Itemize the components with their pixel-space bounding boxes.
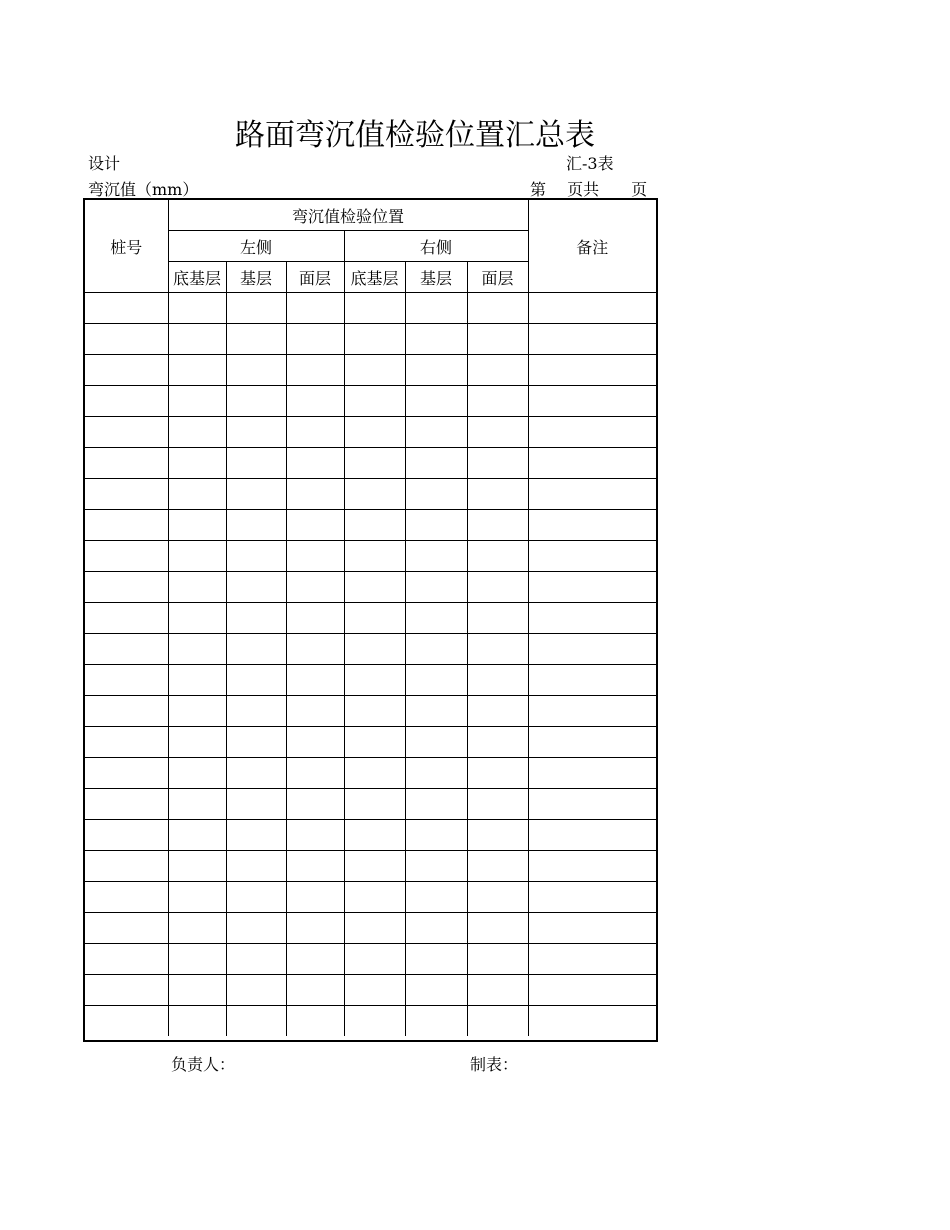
table-cell[interactable] xyxy=(467,417,528,448)
table-row xyxy=(85,851,656,882)
table-cell[interactable] xyxy=(168,758,226,789)
table-cell[interactable] xyxy=(467,479,528,510)
table-cell[interactable] xyxy=(286,851,344,882)
table-cell[interactable] xyxy=(467,944,528,975)
header-right-side: 右侧 xyxy=(344,231,528,262)
table-cell[interactable] xyxy=(405,634,467,665)
table-cell[interactable] xyxy=(467,727,528,758)
table-cell[interactable] xyxy=(405,975,467,1006)
table-cell[interactable] xyxy=(85,696,168,727)
table-cell[interactable] xyxy=(405,355,467,386)
table-cell[interactable] xyxy=(528,572,656,603)
table-cell[interactable] xyxy=(528,1006,656,1037)
table-cell[interactable] xyxy=(286,727,344,758)
table-cell[interactable] xyxy=(286,1006,344,1037)
table-cell[interactable] xyxy=(226,386,286,417)
table-cell[interactable] xyxy=(528,479,656,510)
table-cell[interactable] xyxy=(286,448,344,479)
table-cell[interactable] xyxy=(85,603,168,634)
table-cell[interactable] xyxy=(168,851,226,882)
table-cell[interactable] xyxy=(226,510,286,541)
table-cell[interactable] xyxy=(528,944,656,975)
table-cell[interactable] xyxy=(286,634,344,665)
unit-label: 弯沉值（mm） xyxy=(88,180,199,199)
header-left-surface: 面层 xyxy=(286,262,344,293)
table-cell[interactable] xyxy=(286,510,344,541)
table-cell[interactable] xyxy=(528,293,656,324)
table-cell[interactable] xyxy=(467,1006,528,1037)
table-cell[interactable] xyxy=(286,541,344,572)
table-cell[interactable] xyxy=(286,789,344,820)
table-cell[interactable] xyxy=(467,882,528,913)
table-cell[interactable] xyxy=(528,324,656,355)
table-cell[interactable] xyxy=(226,603,286,634)
table-cell[interactable] xyxy=(85,479,168,510)
table-cell[interactable] xyxy=(467,293,528,324)
table-cell[interactable] xyxy=(467,324,528,355)
table-row xyxy=(85,355,656,386)
table-cell[interactable] xyxy=(85,882,168,913)
table-cell[interactable] xyxy=(85,541,168,572)
table-cell[interactable] xyxy=(168,572,226,603)
table-cell[interactable] xyxy=(168,975,226,1006)
table-cell[interactable] xyxy=(344,882,405,913)
table-cell[interactable] xyxy=(226,727,286,758)
table-row xyxy=(85,1006,656,1037)
header-left-subbase: 底基层 xyxy=(168,262,226,293)
table-cell[interactable] xyxy=(344,448,405,479)
table-cell[interactable] xyxy=(168,727,226,758)
table-cell[interactable] xyxy=(344,1006,405,1037)
table-cell[interactable] xyxy=(226,572,286,603)
table-cell[interactable] xyxy=(85,634,168,665)
table-cell[interactable] xyxy=(226,479,286,510)
table-cell[interactable] xyxy=(467,510,528,541)
table-cell[interactable] xyxy=(405,665,467,696)
table-cell[interactable] xyxy=(344,603,405,634)
table-cell[interactable] xyxy=(467,975,528,1006)
table-cell[interactable] xyxy=(344,572,405,603)
table-row xyxy=(85,975,656,1006)
table-cell[interactable] xyxy=(85,727,168,758)
table-cell[interactable] xyxy=(405,1006,467,1037)
page-info: 第 页共 页 xyxy=(530,180,648,199)
table-cell[interactable] xyxy=(286,572,344,603)
table-cell[interactable] xyxy=(405,448,467,479)
table-row xyxy=(85,541,656,572)
table-cell[interactable] xyxy=(467,696,528,727)
table-cell[interactable] xyxy=(85,572,168,603)
table-cell[interactable] xyxy=(528,727,656,758)
table-cell[interactable] xyxy=(85,324,168,355)
form-code: 汇-3表 xyxy=(566,154,614,173)
header-remarks: 备注 xyxy=(528,200,656,293)
table-cell[interactable] xyxy=(344,293,405,324)
table-row xyxy=(85,665,656,696)
page-title: 路面弯沉值检验位置汇总表 xyxy=(235,118,595,153)
table-cell[interactable] xyxy=(344,758,405,789)
table-cell[interactable] xyxy=(528,851,656,882)
table-cell[interactable] xyxy=(528,386,656,417)
table-cell[interactable] xyxy=(344,510,405,541)
table-cell[interactable] xyxy=(528,789,656,820)
table-cell[interactable] xyxy=(344,975,405,1006)
table-cell[interactable] xyxy=(286,975,344,1006)
table-row xyxy=(85,944,656,975)
table-cell[interactable] xyxy=(85,758,168,789)
table-row xyxy=(85,324,656,355)
header-right-surface: 面层 xyxy=(467,262,528,293)
table-cell[interactable] xyxy=(85,510,168,541)
table-cell[interactable] xyxy=(168,789,226,820)
table-row xyxy=(85,417,656,448)
table-cell[interactable] xyxy=(286,696,344,727)
table-row xyxy=(85,913,656,944)
header-right-subbase: 底基层 xyxy=(344,262,405,293)
table-cell[interactable] xyxy=(344,851,405,882)
table-cell[interactable] xyxy=(85,1006,168,1037)
table-cell[interactable] xyxy=(85,448,168,479)
table-cell[interactable] xyxy=(344,634,405,665)
table-cell[interactable] xyxy=(528,696,656,727)
table-cell[interactable] xyxy=(168,386,226,417)
table-cell[interactable] xyxy=(344,324,405,355)
table-cell[interactable] xyxy=(528,417,656,448)
table-cell[interactable] xyxy=(405,696,467,727)
design-label: 设计 xyxy=(88,154,121,173)
table-cell[interactable] xyxy=(344,355,405,386)
table-cell[interactable] xyxy=(405,603,467,634)
table-cell[interactable] xyxy=(226,758,286,789)
table-cell[interactable] xyxy=(226,665,286,696)
table-cell[interactable] xyxy=(467,789,528,820)
table-cell[interactable] xyxy=(226,1006,286,1037)
table-cell[interactable] xyxy=(226,541,286,572)
table-row xyxy=(85,572,656,603)
table-cell[interactable] xyxy=(405,541,467,572)
table-cell[interactable] xyxy=(528,882,656,913)
table-row xyxy=(85,882,656,913)
table-cell[interactable] xyxy=(528,634,656,665)
table-row xyxy=(85,479,656,510)
table-row xyxy=(85,789,656,820)
table-row xyxy=(85,603,656,634)
table-cell[interactable] xyxy=(344,665,405,696)
table-cell[interactable] xyxy=(528,758,656,789)
table-cell[interactable] xyxy=(286,758,344,789)
table-cell[interactable] xyxy=(405,944,467,975)
table-cell[interactable] xyxy=(467,386,528,417)
table-cell[interactable] xyxy=(85,417,168,448)
table-cell[interactable] xyxy=(168,634,226,665)
table-cell[interactable] xyxy=(168,417,226,448)
table-cell[interactable] xyxy=(405,851,467,882)
table-cell[interactable] xyxy=(405,293,467,324)
table-cell[interactable] xyxy=(344,386,405,417)
header-station: 桩号 xyxy=(85,200,168,293)
table-cell[interactable] xyxy=(286,324,344,355)
table-cell[interactable] xyxy=(405,727,467,758)
table-cell[interactable] xyxy=(405,572,467,603)
deflection-table xyxy=(85,200,656,1036)
table-cell[interactable] xyxy=(344,696,405,727)
table-cell[interactable] xyxy=(467,820,528,851)
table-cell[interactable] xyxy=(226,975,286,1006)
table-cell[interactable] xyxy=(344,727,405,758)
table-cell[interactable] xyxy=(344,913,405,944)
table-cell[interactable] xyxy=(85,975,168,1006)
table-cell[interactable] xyxy=(467,758,528,789)
table-cell[interactable] xyxy=(286,355,344,386)
table-cell[interactable] xyxy=(286,293,344,324)
table-cell[interactable] xyxy=(226,696,286,727)
table-cell[interactable] xyxy=(467,572,528,603)
table-cell[interactable] xyxy=(467,541,528,572)
table-cell[interactable] xyxy=(226,634,286,665)
table-cell[interactable] xyxy=(85,944,168,975)
table-cell[interactable] xyxy=(344,789,405,820)
table-cell[interactable] xyxy=(405,913,467,944)
table-row xyxy=(85,386,656,417)
table-row xyxy=(85,634,656,665)
table-cell[interactable] xyxy=(85,355,168,386)
table-cell[interactable] xyxy=(168,696,226,727)
table-cell[interactable] xyxy=(226,820,286,851)
table-cell[interactable] xyxy=(405,789,467,820)
table-cell[interactable] xyxy=(286,882,344,913)
table-cell[interactable] xyxy=(286,603,344,634)
table-cell[interactable] xyxy=(405,882,467,913)
table-cell[interactable] xyxy=(528,355,656,386)
table-cell[interactable] xyxy=(528,510,656,541)
table-cell[interactable] xyxy=(226,882,286,913)
table-cell[interactable] xyxy=(226,355,286,386)
table-cell[interactable] xyxy=(467,355,528,386)
table-cell[interactable] xyxy=(168,1006,226,1037)
table-cell[interactable] xyxy=(286,665,344,696)
table-cell[interactable] xyxy=(405,417,467,448)
table-cell[interactable] xyxy=(467,665,528,696)
table-cell[interactable] xyxy=(85,851,168,882)
table-cell[interactable] xyxy=(286,417,344,448)
table-cell[interactable] xyxy=(168,665,226,696)
footer-responsible-label: 负责人： xyxy=(171,1055,236,1074)
table-cell[interactable] xyxy=(286,479,344,510)
table-cell[interactable] xyxy=(405,820,467,851)
table-cell[interactable] xyxy=(168,944,226,975)
table-row xyxy=(85,293,656,324)
table-cell[interactable] xyxy=(286,820,344,851)
table-cell[interactable] xyxy=(226,851,286,882)
table-cell[interactable] xyxy=(344,820,405,851)
table-cell[interactable] xyxy=(528,541,656,572)
table-cell[interactable] xyxy=(467,913,528,944)
table-cell[interactable] xyxy=(226,293,286,324)
table-row xyxy=(85,510,656,541)
table-cell[interactable] xyxy=(168,293,226,324)
table-row xyxy=(85,696,656,727)
header-left-base: 基层 xyxy=(226,262,286,293)
table-cell[interactable] xyxy=(528,913,656,944)
table-row xyxy=(85,820,656,851)
table-cell[interactable] xyxy=(168,479,226,510)
table-cell[interactable] xyxy=(467,634,528,665)
table-cell[interactable] xyxy=(528,448,656,479)
table-cell[interactable] xyxy=(405,510,467,541)
table-cell[interactable] xyxy=(168,913,226,944)
table-cell[interactable] xyxy=(85,293,168,324)
table-cell[interactable] xyxy=(286,944,344,975)
table-cell[interactable] xyxy=(467,851,528,882)
table-cell[interactable] xyxy=(168,882,226,913)
table-cell[interactable] xyxy=(467,603,528,634)
table-cell[interactable] xyxy=(226,448,286,479)
table-cell[interactable] xyxy=(405,324,467,355)
table-cell[interactable] xyxy=(344,417,405,448)
table-cell[interactable] xyxy=(85,789,168,820)
table-cell[interactable] xyxy=(85,913,168,944)
table-cell[interactable] xyxy=(344,541,405,572)
table-row xyxy=(85,727,656,758)
table-cell[interactable] xyxy=(168,603,226,634)
table-cell[interactable] xyxy=(405,758,467,789)
header-right-base: 基层 xyxy=(405,262,467,293)
table-cell[interactable] xyxy=(85,386,168,417)
table-cell[interactable] xyxy=(528,665,656,696)
table-cell[interactable] xyxy=(528,820,656,851)
table-cell[interactable] xyxy=(168,510,226,541)
header-row-1 xyxy=(85,200,656,231)
table-cell[interactable] xyxy=(85,665,168,696)
table-cell[interactable] xyxy=(226,944,286,975)
table-cell[interactable] xyxy=(528,975,656,1006)
table-cell[interactable] xyxy=(168,448,226,479)
table-cell[interactable] xyxy=(226,324,286,355)
table-cell[interactable] xyxy=(168,820,226,851)
table-cell[interactable] xyxy=(226,417,286,448)
table-cell[interactable] xyxy=(85,820,168,851)
table-cell[interactable] xyxy=(467,448,528,479)
table-row xyxy=(85,758,656,789)
table-row xyxy=(85,448,656,479)
table-cell[interactable] xyxy=(528,603,656,634)
table-cell[interactable] xyxy=(286,386,344,417)
table-cell[interactable] xyxy=(344,944,405,975)
table-cell[interactable] xyxy=(168,324,226,355)
table-cell[interactable] xyxy=(226,913,286,944)
table-cell[interactable] xyxy=(286,913,344,944)
table-cell[interactable] xyxy=(168,355,226,386)
inspection-sheet xyxy=(83,198,658,1042)
footer-prepared-by-label: 制表： xyxy=(470,1055,519,1074)
table-cell[interactable] xyxy=(344,479,405,510)
table-cell[interactable] xyxy=(405,386,467,417)
table-cell[interactable] xyxy=(168,541,226,572)
table-cell[interactable] xyxy=(226,789,286,820)
header-left-side: 左侧 xyxy=(168,231,344,262)
table-cell[interactable] xyxy=(405,479,467,510)
header-position-group: 弯沉值检验位置 xyxy=(168,200,528,231)
